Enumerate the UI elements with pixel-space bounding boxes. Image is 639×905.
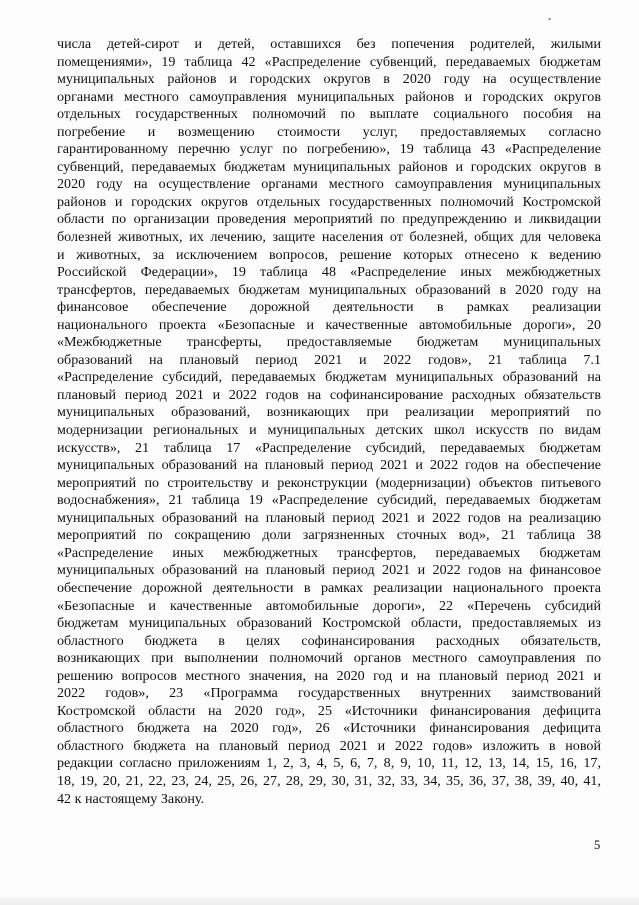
paragraph-line: бюджетам муниципальных образований Костромской области, предоставляемых из xyxy=(57,615,601,632)
paragraph-line: субвенций, передаваемых бюджетам муниципальных районов и городских округов в xyxy=(57,158,601,175)
paragraph-line: плановый период 2021 и 2022 годов на софинансирование расходных обязательств xyxy=(57,386,601,403)
scan-artifact xyxy=(548,17,552,20)
scan-bottom-edge xyxy=(0,897,639,905)
paragraph-line: областного бюджета на плановый период 2021 и 2022 годов» изложить в новой xyxy=(57,737,601,754)
paragraph-line: области по организации проведения мероприятий по предупреждению и ликвидации xyxy=(57,211,601,228)
paragraph-line: областного бюджета в целях софинансирования расходных обязательств, xyxy=(57,632,601,649)
paragraph-line: «Распределение иных межбюджетных трансфертов, передаваемых бюджетам xyxy=(57,544,601,561)
paragraph-line: редакции согласно приложениям 1, 2, 3, 4, 5, 6, 7, 8, 9, 10, 11, 12, 13, 14, 15, 16, 17, xyxy=(57,755,601,772)
paragraph-line: 2020 году на осуществление органами местного самоуправления муниципальных xyxy=(57,176,601,193)
paragraph-line: погребение и возмещению стоимости услуг, предоставляемых согласно xyxy=(57,123,601,140)
paragraph-line: искусств», 21 таблица 17 «Распределение субсидий, передаваемых бюджетам xyxy=(57,439,601,456)
page-number: 5 xyxy=(594,838,601,852)
paragraph-line: болезней животных, их лечению, защите населения от болезней, общих для человека xyxy=(57,229,601,246)
paragraph-line: «Безопасные и качественные автомобильные дороги», 22 «Перечень субсидий xyxy=(57,597,601,614)
paragraph-line: «Распределение субсидий, передаваемых бюджетам муниципальных образований на xyxy=(57,369,601,386)
paragraph-line: «Межбюджетные трансферты, предоставляемые бюджетам муниципальных xyxy=(57,334,601,351)
paragraph-line: муниципальных образований на плановый период 2021 и 2022 годов на реализацию xyxy=(57,509,601,526)
paragraph-line: и животных, за исключением вопросов, решение которых отнесено к ведению xyxy=(57,246,601,263)
paragraph-line: муниципальных районов и городских округов в 2020 году на осуществление xyxy=(57,71,601,88)
paragraph-line: Костромской области на 2020 год», 25 «Источники финансирования дефицита xyxy=(57,702,601,719)
paragraph-line: муниципальных образований на плановый период 2021 и 2022 годов на обеспечение xyxy=(57,457,601,474)
paragraph-line: помещениями», 19 таблица 42 «Распределение субвенций, передаваемых бюджетам xyxy=(57,53,601,70)
paragraph-line: районов и городских округов отдельных государственных полномочий Костромской xyxy=(57,193,601,210)
paragraph-line: национального проекта «Безопасные и качественные автомобильные дороги», 20 xyxy=(57,316,601,333)
paragraph-line: модернизации региональных и муниципальных детских школ искусств по видам xyxy=(57,422,601,439)
paragraph-line: 2022 годов», 23 «Программа государственных внутренних заимствований xyxy=(57,685,601,702)
paragraph-line: 18, 19, 20, 21, 22, 23, 24, 25, 26, 27, 28, 29, 30, 31, 32, 33, 34, 35, 36, 37, 38, 39, 40, 41, xyxy=(57,772,601,789)
paragraph-line: отдельных государственных полномочий по выплате социального пособия на xyxy=(57,106,601,123)
body-paragraph xyxy=(57,36,601,808)
paragraph-line: гарантированному перечню услуг по погребению», 19 таблица 43 «Распределение xyxy=(57,141,601,158)
paragraph-line: муниципальных образований, возникающих при реализации мероприятий по xyxy=(57,404,601,421)
paragraph-line: решению вопросов местного значения, на 2020 год и на плановый период 2021 и xyxy=(57,667,601,684)
paragraph-line: мероприятий по сокращению доли загрязненных сточных вод», 21 таблица 38 xyxy=(57,527,601,544)
paragraph-line: областного бюджета на 2020 год», 26 «Источники финансирования дефицита xyxy=(57,720,601,737)
paragraph-line: числа детей-сирот и детей, оставшихся без попечения родителей, жилыми xyxy=(57,36,601,52)
paragraph-line: образований на плановый период 2021 и 2022 годов», 21 таблица 7.1 xyxy=(57,351,601,368)
paragraph-line: муниципальных образований на плановый период 2021 и 2022 годов на финансовое xyxy=(57,562,601,579)
paragraph-line: возникающих при выполнении полномочий органов местного самоуправления по xyxy=(57,650,601,667)
paragraph-line: трансфертов, передаваемых бюджетам муниципальных образований в 2020 году на xyxy=(57,281,601,298)
paragraph-line: мероприятий по строительству и реконструкции (модернизации) объектов питьевого xyxy=(57,474,601,491)
paragraph-line: органами местного самоуправления муниципальных районов и городских округов xyxy=(57,88,601,105)
paragraph-line: обеспечение дорожной деятельности в рамках реализации национального проекта xyxy=(57,579,601,596)
paragraph-line: водоснабжения», 21 таблица 19 «Распределение субсидий, передаваемых бюджетам xyxy=(57,492,601,509)
paragraph-line: финансовое обеспечение дорожной деятельности в рамках реализации xyxy=(57,299,601,316)
paragraph-line: Российской Федерации», 19 таблица 48 «Распределение иных межбюджетных xyxy=(57,264,601,281)
paragraph-line: 42 к настоящему Закону. xyxy=(57,790,205,807)
